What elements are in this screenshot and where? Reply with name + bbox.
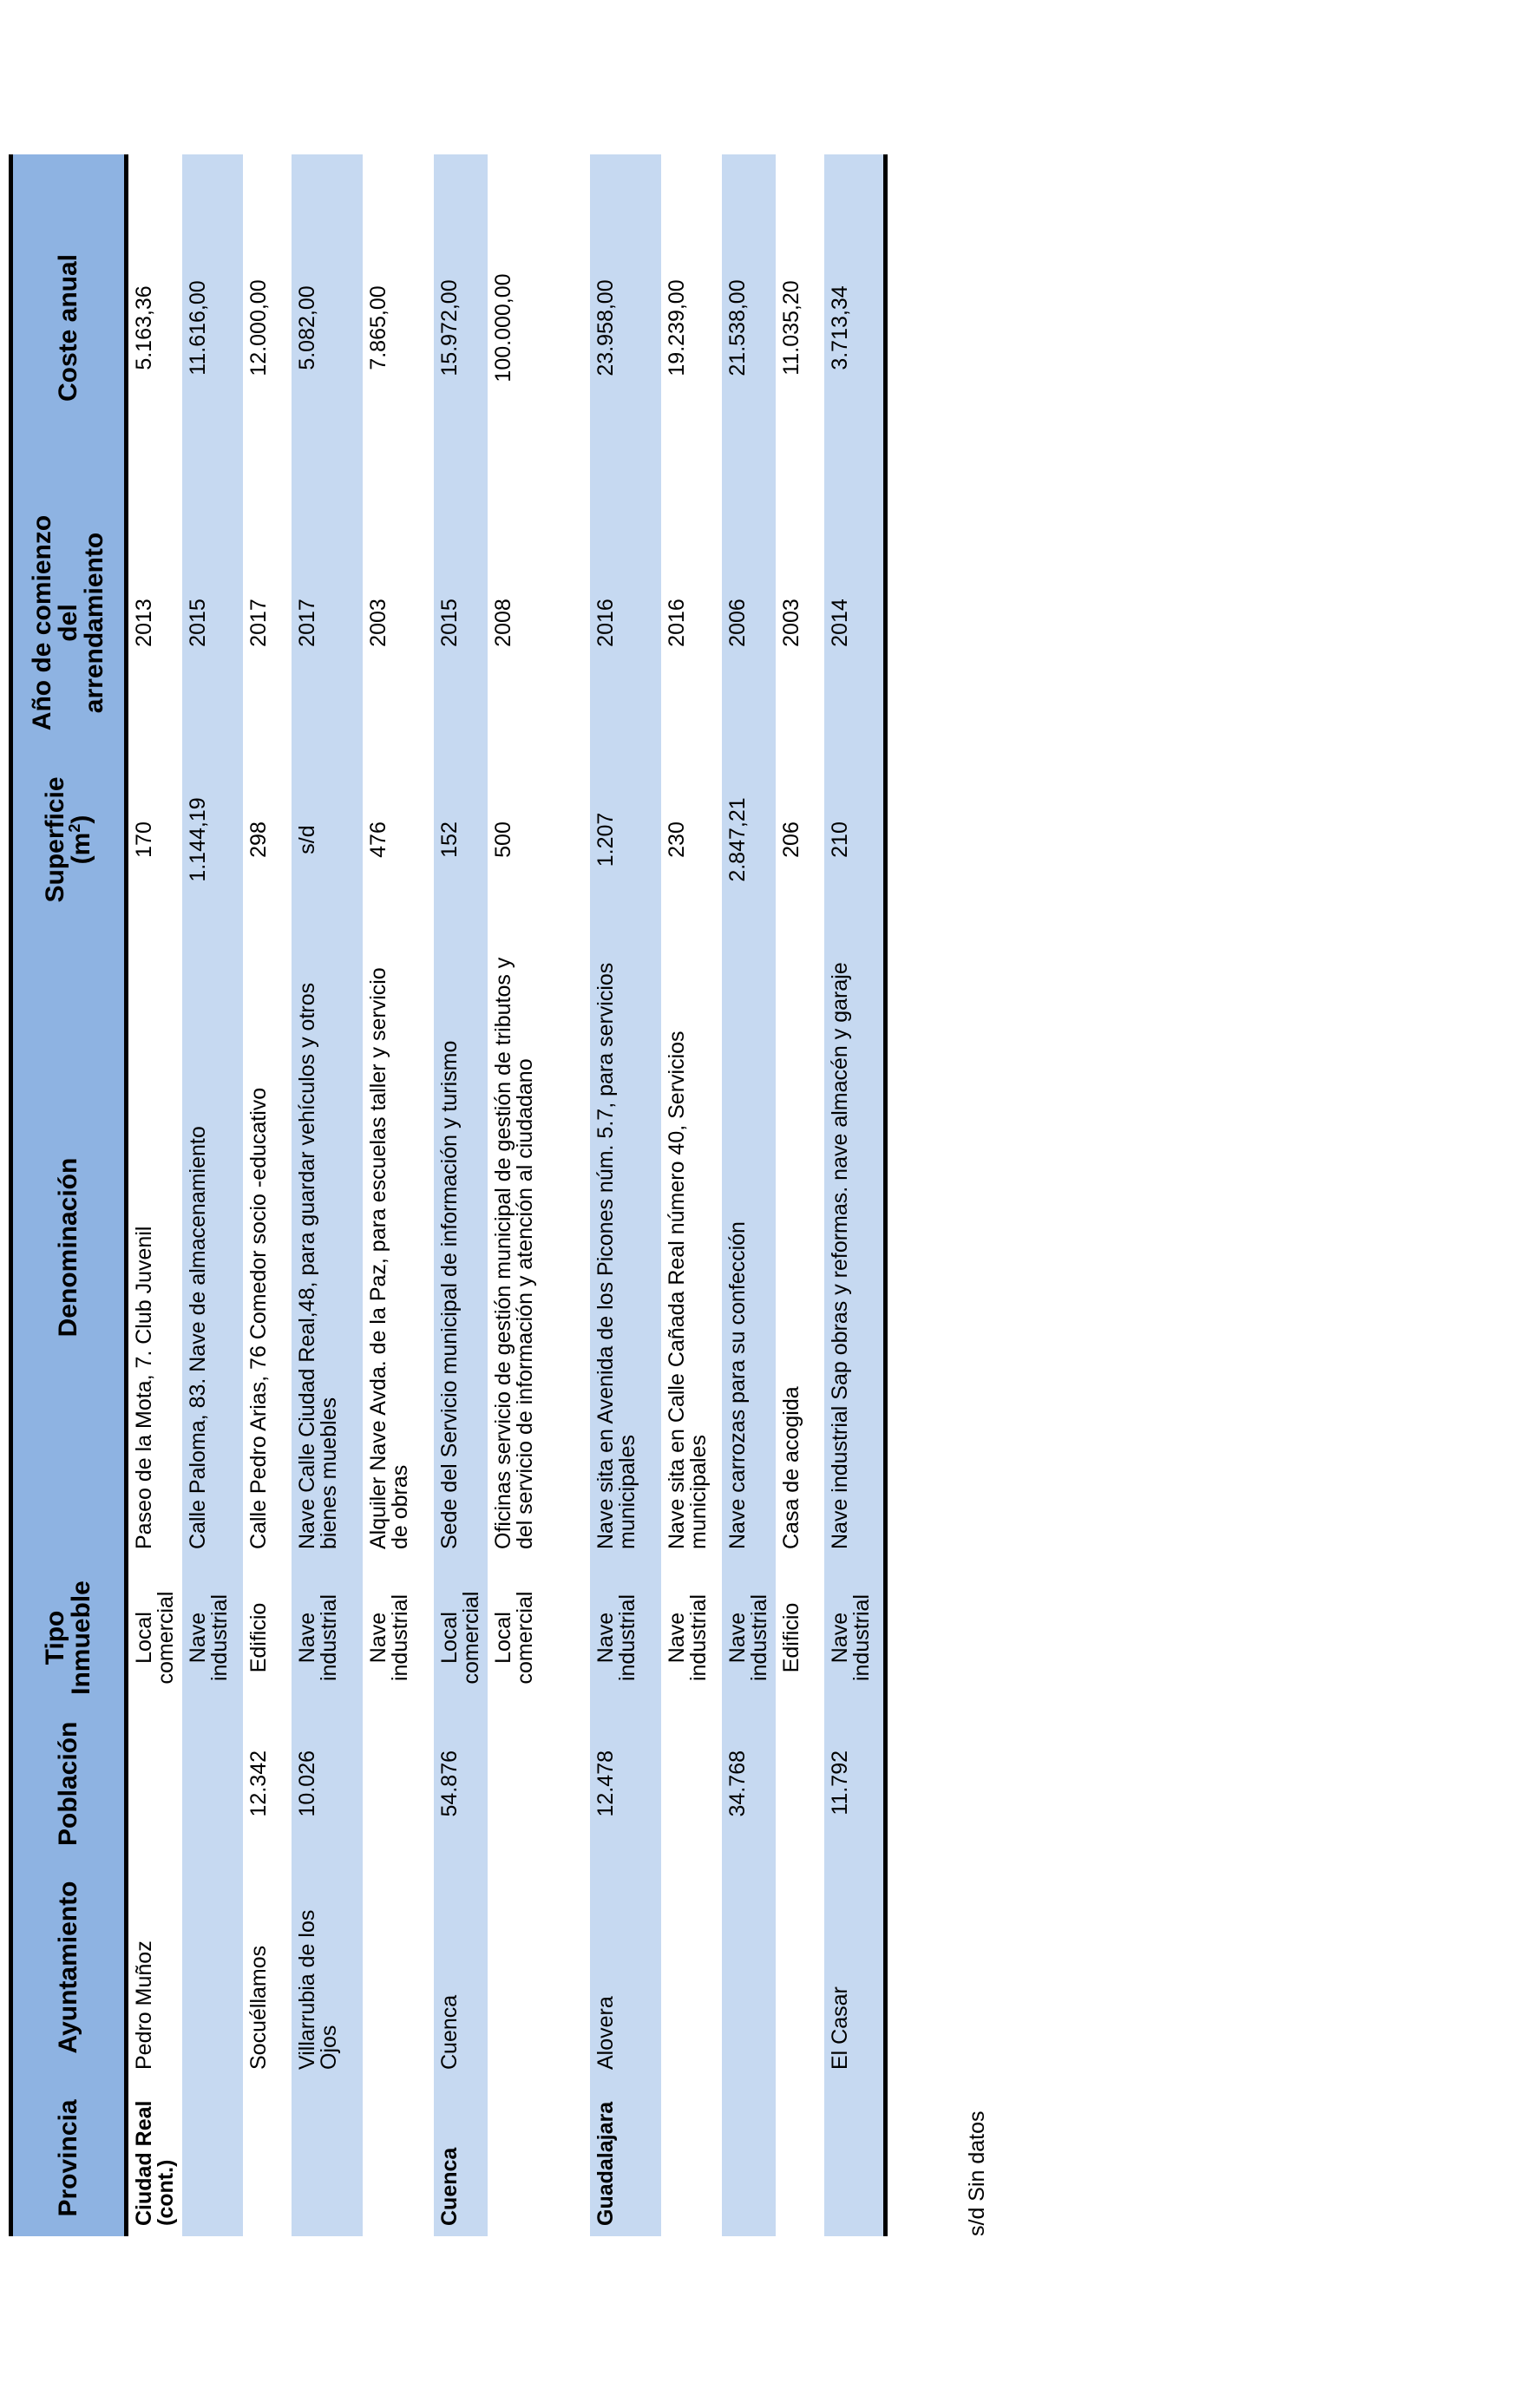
cell-denominacion: Alquiler Nave Avda. de la Paz, para escuelas taller y servicio de obras: [366, 967, 412, 1549]
cell-ayuntamiento: [661, 1855, 722, 2080]
cell-ayuntamiento: Villarrubia de los Ojos: [292, 1855, 363, 2080]
cell-provincia: [661, 2080, 722, 2236]
cell-ayuntamiento: [182, 1855, 243, 2080]
header-ayuntamiento: Ayuntamiento: [11, 1855, 127, 2080]
cell-tipo: Nave industrial: [182, 1560, 243, 1716]
cell-coste: 5.163,36: [132, 285, 156, 370]
cell-ayuntamiento: [722, 1855, 776, 2080]
cell-superficie: 206: [779, 821, 803, 858]
cell-tipo: Nave industrial: [722, 1560, 776, 1716]
header-tipo-inmueble: Tipo Inmueble: [11, 1560, 127, 1716]
cell-ayuntamiento: El Casar: [824, 1855, 885, 2080]
cell-denominacion: Nave industrial Sap obras y reformas. nave almacén y garaje: [824, 935, 885, 1560]
rotated-page-content: [0, 154, 1041, 2236]
table-row: [488, 154, 590, 2236]
header-superficie-close: ): [67, 815, 95, 824]
table-row: [722, 154, 776, 2236]
cell-anio: 2003: [366, 599, 390, 647]
header-coste-anual: Coste anual: [11, 154, 127, 501]
cell-ayuntamiento: [363, 1855, 434, 2080]
leases-table: [9, 154, 888, 2236]
cell-anio: 2016: [590, 501, 661, 744]
cell-anio: 2017: [292, 501, 363, 744]
cell-anio: 2013: [132, 599, 156, 647]
cell-superficie: 500: [491, 821, 515, 858]
cell-coste: 3.713,34: [824, 154, 885, 501]
table-body: [127, 154, 886, 2236]
footnote: s/d Sin datos: [965, 2110, 989, 2236]
cell-coste: 21.538,00: [722, 154, 776, 501]
cell-ayuntamiento: Pedro Muñoz: [132, 1940, 156, 2070]
cell-provincia: [776, 2080, 824, 2236]
cell-coste: 7.865,00: [366, 285, 390, 370]
cell-provincia: [722, 2080, 776, 2236]
cell-superficie: 1.144,19: [182, 744, 243, 935]
cell-poblacion: [127, 1716, 183, 1855]
cell-anio: 2015: [182, 501, 243, 744]
cell-coste: 5.082,00: [292, 154, 363, 501]
cell-denominacion: Calle Pedro Arias, 76 Comedor socio -educativo: [246, 1087, 271, 1549]
cell-poblacion: 12.478: [590, 1716, 661, 1855]
header-superficie-text: Superficie (m: [41, 776, 95, 903]
table-row: [434, 154, 488, 2236]
cell-superficie: 170: [132, 821, 156, 858]
cell-provincia: Ciudad Real (cont.): [132, 2100, 178, 2226]
cell-coste: 11.035,20: [779, 280, 803, 376]
cell-poblacion: 11.792: [824, 1716, 885, 1855]
cell-provincia: [363, 2080, 434, 2236]
cell-coste: 12.000,00: [246, 279, 271, 376]
cell-anio: 2008: [491, 599, 515, 647]
cell-ayuntamiento: Socuéllamos: [246, 1945, 271, 2070]
cell-tipo: Edificio: [779, 1602, 803, 1673]
cell-anio: 2014: [824, 501, 885, 744]
cell-denominacion: Nave sita en Avenida de los Picones núm. 5.7, para servicios municipales: [590, 935, 661, 1560]
table-row: [661, 154, 722, 2236]
header-provincia: Provincia: [11, 2080, 127, 2236]
cell-provincia: [243, 2080, 292, 2236]
table-row: [590, 154, 661, 2236]
cell-poblacion: 12.342: [246, 1750, 271, 1817]
cell-poblacion: [776, 1716, 824, 1855]
cell-ayuntamiento: Cuenca: [434, 1855, 488, 2080]
cell-denominacion: Casa de acogida: [779, 1386, 803, 1549]
cell-poblacion: [661, 1716, 722, 1855]
table-row: [127, 154, 183, 2236]
cell-superficie: s/d: [292, 744, 363, 935]
cell-poblacion: 54.876: [434, 1716, 488, 1855]
cell-tipo: Nave industrial: [366, 1593, 412, 1682]
cell-denominacion: Nave carrozas para su confección: [722, 935, 776, 1560]
cell-poblacion: 34.768: [722, 1716, 776, 1855]
cell-tipo: Local comercial: [132, 1591, 178, 1685]
cell-denominacion: Paseo de la Mota, 7. Club Juvenil: [132, 1226, 156, 1549]
cell-provincia: [488, 2080, 590, 2236]
cell-tipo: Nave industrial: [824, 1560, 885, 1716]
cell-ayuntamiento: Alovera: [590, 1855, 661, 2080]
cell-superficie: 476: [366, 821, 390, 858]
cell-provincia: [824, 2080, 885, 2236]
table-row: [243, 154, 292, 2236]
header-denominacion: Denominación: [11, 935, 127, 1560]
cell-coste: 100.000,00: [491, 273, 515, 383]
cell-denominacion: Oficinas servicio de gestión municipal de gestión de tributos y del servicio de información y atención al ciudadano: [491, 957, 537, 1549]
cell-poblacion: 10.026: [292, 1716, 363, 1855]
cell-coste: 15.972,00: [434, 154, 488, 501]
cell-anio: 2017: [246, 599, 271, 647]
cell-superficie: 152: [434, 744, 488, 935]
cell-ayuntamiento: [776, 1855, 824, 2080]
cell-tipo: Nave industrial: [590, 1560, 661, 1716]
cell-anio: 2015: [434, 501, 488, 744]
cell-denominacion: Sede del Servicio municipal de información y turismo: [434, 935, 488, 1560]
cell-provincia: Guadalajara: [590, 2080, 661, 2236]
header-poblacion: Población: [11, 1716, 127, 1855]
cell-tipo: Nave industrial: [665, 1593, 711, 1682]
cell-superficie: 2.847,21: [722, 744, 776, 935]
cell-coste: 23.958,00: [590, 154, 661, 501]
table-row: [776, 154, 824, 2236]
cell-coste: 19.239,00: [665, 279, 689, 376]
cell-superficie: 230: [665, 821, 689, 858]
cell-anio: 2003: [779, 599, 803, 647]
cell-poblacion: [363, 1716, 434, 1855]
table-row: [824, 154, 885, 2236]
cell-ayuntamiento: [488, 1855, 590, 2080]
cell-denominacion: Nave Calle Ciudad Real,48, para guardar vehículos y otros bienes muebles: [292, 935, 363, 1560]
table-row: [182, 154, 243, 2236]
cell-tipo: Local comercial: [491, 1591, 537, 1685]
cell-denominacion: Nave sita en Calle Cañada Real número 40, Servicios municipales: [665, 1031, 711, 1549]
cell-superficie: 1.207: [590, 744, 661, 935]
table-header-row: [11, 154, 127, 2236]
cell-superficie: 210: [824, 744, 885, 935]
cell-poblacion: [182, 1716, 243, 1855]
cell-poblacion: [488, 1716, 590, 1855]
cell-tipo: Nave industrial: [292, 1560, 363, 1716]
cell-denominacion: Calle Paloma, 83. Nave de almacenamiento: [182, 935, 243, 1560]
cell-provincia: [182, 2080, 243, 2236]
table-row: [363, 154, 434, 2236]
cell-tipo: Local comercial: [434, 1560, 488, 1716]
table-row: [292, 154, 363, 2236]
cell-superficie: 298: [246, 821, 271, 858]
header-superficie-superscript: 2: [66, 823, 83, 833]
header-superficie: [11, 744, 127, 935]
cell-tipo: Edificio: [246, 1602, 271, 1673]
header-anio-comienzo: Año de comienzo del arrendamiento: [11, 501, 127, 744]
cell-provincia: [292, 2080, 363, 2236]
cell-anio: 2006: [722, 501, 776, 744]
cell-provincia: Cuenca: [434, 2080, 488, 2236]
cell-anio: 2016: [665, 599, 689, 647]
cell-coste: 11.616,00: [182, 154, 243, 501]
